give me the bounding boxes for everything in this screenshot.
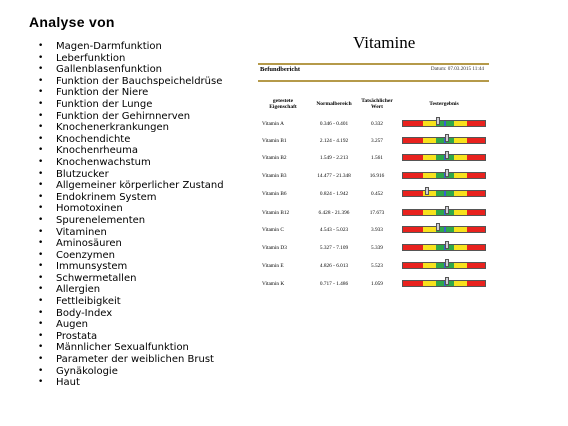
result-bar	[402, 120, 486, 127]
normal-range: 5.327 - 7.109	[319, 245, 349, 251]
normal-range: 0.717 - 1.486	[319, 281, 349, 287]
actual-value: 17.673	[369, 210, 385, 216]
result-bar-segment	[467, 191, 485, 196]
analysis-item: • Leberfunktion	[38, 53, 224, 65]
analysis-item: • Coenzymen	[38, 250, 224, 262]
result-bar-segment	[454, 173, 468, 178]
analysis-item: • Funktion der Niere	[38, 87, 224, 99]
analysis-item: • Prostata	[38, 331, 224, 343]
vitamin-row	[262, 261, 492, 271]
result-marker	[425, 187, 429, 195]
actual-value: 5.339	[371, 245, 383, 251]
vitamin-row	[262, 279, 492, 289]
result-bar-segment	[467, 155, 485, 160]
analysis-item: • Funktion der Lunge	[38, 99, 224, 111]
result-bar	[402, 137, 486, 144]
result-bar-segment	[436, 138, 444, 143]
result-marker	[436, 117, 440, 125]
result-bar-segment	[467, 263, 485, 268]
normal-range: 2.124 - 4.192	[319, 138, 349, 144]
analysis-item: • Gallenblasenfunktion	[38, 64, 224, 76]
analysis-item: • Haut	[38, 377, 224, 389]
result-bar-segment	[403, 263, 423, 268]
analysis-heading: Analyse von	[29, 14, 115, 30]
result-marker	[445, 277, 449, 285]
analysis-item: • Knochendichte	[38, 134, 224, 146]
result-bar-segment	[454, 121, 468, 126]
result-bar-segment	[403, 173, 423, 178]
result-bar-segment	[436, 173, 444, 178]
result-bar-segment	[436, 281, 444, 286]
result-bar-segment	[403, 281, 423, 286]
result-bar	[402, 280, 486, 287]
analysis-item: • Vitaminen	[38, 227, 224, 239]
actual-value: 5.523	[371, 263, 383, 269]
normal-range: 1.549 - 2.213	[319, 155, 349, 161]
result-bar-segment	[467, 281, 485, 286]
result-marker	[445, 206, 449, 214]
result-marker	[445, 259, 449, 267]
actual-value: 0.332	[371, 121, 383, 127]
normal-range: 6.428 - 21.396	[318, 210, 350, 216]
vitamin-name: Vitamin B1	[262, 138, 287, 144]
result-bar-segment	[446, 227, 454, 232]
actual-value: 3.933	[371, 227, 383, 233]
result-bar-segment	[454, 155, 468, 160]
result-bar	[402, 226, 486, 233]
analysis-item: • Männlicher Sexualfunktion	[38, 342, 224, 354]
normal-range: 0.346 - 0.401	[319, 121, 349, 127]
result-marker	[445, 169, 449, 177]
vitamin-row	[262, 208, 492, 218]
result-bar-segment	[403, 121, 423, 126]
analysis-item: • Funktion der Bauchspeicheldrüse	[38, 76, 224, 88]
result-bar-segment	[467, 121, 485, 126]
analysis-item: • Aminosäuren	[38, 238, 224, 250]
analysis-item: • Gynäkologie	[38, 366, 224, 378]
analysis-item: • Magen-Darmfunktion	[38, 41, 224, 53]
vitamin-name: Vitamin D3	[262, 245, 287, 251]
report-header-rule	[258, 80, 489, 82]
result-bar-segment	[454, 263, 468, 268]
analysis-item: • Allergien	[38, 284, 224, 296]
vitamin-name: Vitamin K	[262, 281, 285, 287]
result-bar-segment	[423, 210, 437, 215]
vitamin-row	[262, 225, 492, 235]
actual-value: 1.561	[371, 155, 383, 161]
analysis-item: • Knochenrheuma	[38, 145, 224, 157]
analysis-item: • Blutzucker	[38, 169, 224, 181]
normal-range: 4.826 - 6.013	[319, 263, 349, 269]
vitamin-row	[262, 136, 492, 146]
col-header-result: Testergebnis	[429, 101, 459, 107]
result-bar-segment	[467, 173, 485, 178]
normal-range: 14.477 - 21.348	[317, 173, 351, 179]
analysis-item: • Allgemeiner körperlicher Zustand	[38, 180, 224, 192]
result-marker	[445, 151, 449, 159]
analysis-item: • Knochenwachstum	[38, 157, 224, 169]
result-marker	[445, 134, 449, 142]
result-bar	[402, 209, 486, 216]
actual-value: 1.059	[371, 281, 383, 287]
vitamin-name: Vitamin B12	[262, 210, 290, 216]
result-bar-segment	[423, 121, 437, 126]
result-bar-segment	[403, 191, 423, 196]
result-bar-segment	[467, 210, 485, 215]
col-header-property: getestete Eigenschaft	[269, 98, 297, 110]
vitamin-name: Vitamin A	[262, 121, 284, 127]
result-bar-segment	[454, 138, 468, 143]
result-bar-segment	[454, 191, 468, 196]
actual-value: 16.916	[369, 173, 385, 179]
actual-value: 3.257	[371, 138, 383, 144]
result-bar-segment	[454, 210, 468, 215]
result-marker	[445, 241, 449, 249]
report-title: Vitamine	[353, 33, 416, 52]
result-bar-segment	[467, 245, 485, 250]
result-bar-segment	[436, 191, 444, 196]
vitamin-name: Vitamin E	[262, 263, 284, 269]
analysis-item: • Body-Index	[38, 308, 224, 320]
section-label: Befundbericht	[260, 66, 301, 73]
result-bar-segment	[454, 227, 468, 232]
vitamin-name: Vitamin B2	[262, 155, 287, 161]
analysis-item: • Funktion der Gehirnnerven	[38, 111, 224, 123]
vitamin-row	[262, 119, 492, 129]
report-date: Datum: 07.03.2015 11:44	[430, 66, 484, 72]
vitamin-row	[262, 243, 492, 253]
vitamin-row	[262, 153, 492, 163]
vitamin-name: Vitamin C	[262, 227, 284, 233]
vitamin-name: Vitamin B3	[262, 173, 287, 179]
result-bar-segment	[403, 245, 423, 250]
analysis-item: • Endokrinem System	[38, 192, 224, 204]
result-bar-segment	[423, 173, 437, 178]
result-bar-segment	[403, 210, 423, 215]
result-bar	[402, 244, 486, 251]
result-bar-segment	[423, 227, 437, 232]
vitamin-name: Vitamin B6	[262, 191, 287, 197]
result-bar	[402, 172, 486, 179]
result-bar-segment	[436, 210, 444, 215]
result-bar-segment	[403, 155, 423, 160]
result-bar-segment	[454, 245, 468, 250]
analysis-item: • Parameter der weiblichen Brust	[38, 354, 224, 366]
result-bar-segment	[446, 191, 454, 196]
result-bar-segment	[423, 138, 437, 143]
result-bar-segment	[446, 121, 454, 126]
result-bar-segment	[423, 245, 437, 250]
analysis-item: • Homotoxinen	[38, 203, 224, 215]
analysis-item: • Knochenerkrankungen	[38, 122, 224, 134]
result-bar-segment	[403, 227, 423, 232]
col-header-normal: Normalbereich	[316, 101, 352, 107]
vitamin-row	[262, 171, 492, 181]
result-bar-segment	[467, 138, 485, 143]
result-bar-segment	[436, 245, 444, 250]
vitamin-row	[262, 189, 492, 199]
result-bar-segment	[423, 155, 437, 160]
col-header-actual: Tatsächlicher Wert	[361, 98, 393, 110]
result-bar-segment	[436, 155, 444, 160]
result-bar-segment	[423, 281, 437, 286]
result-bar-segment	[403, 138, 423, 143]
normal-range: 4.543 - 5.023	[319, 227, 349, 233]
result-bar-segment	[436, 263, 444, 268]
analysis-list	[38, 41, 224, 389]
analysis-item: • Fettleibigkeit	[38, 296, 224, 308]
normal-range: 0.824 - 1.942	[319, 191, 349, 197]
result-bar	[402, 154, 486, 161]
analysis-item: • Augen	[38, 319, 224, 331]
result-bar-segment	[454, 281, 468, 286]
analysis-item: • Schwermetallen	[38, 273, 224, 285]
actual-value: 0.452	[371, 191, 383, 197]
result-bar-segment	[423, 263, 437, 268]
result-marker	[436, 223, 440, 231]
result-bar	[402, 262, 486, 269]
result-bar-segment	[467, 227, 485, 232]
analysis-item: • Immunsystem	[38, 261, 224, 273]
analysis-item: • Spurenelementen	[38, 215, 224, 227]
report-top-rule	[258, 63, 489, 65]
result-bar	[402, 190, 486, 197]
